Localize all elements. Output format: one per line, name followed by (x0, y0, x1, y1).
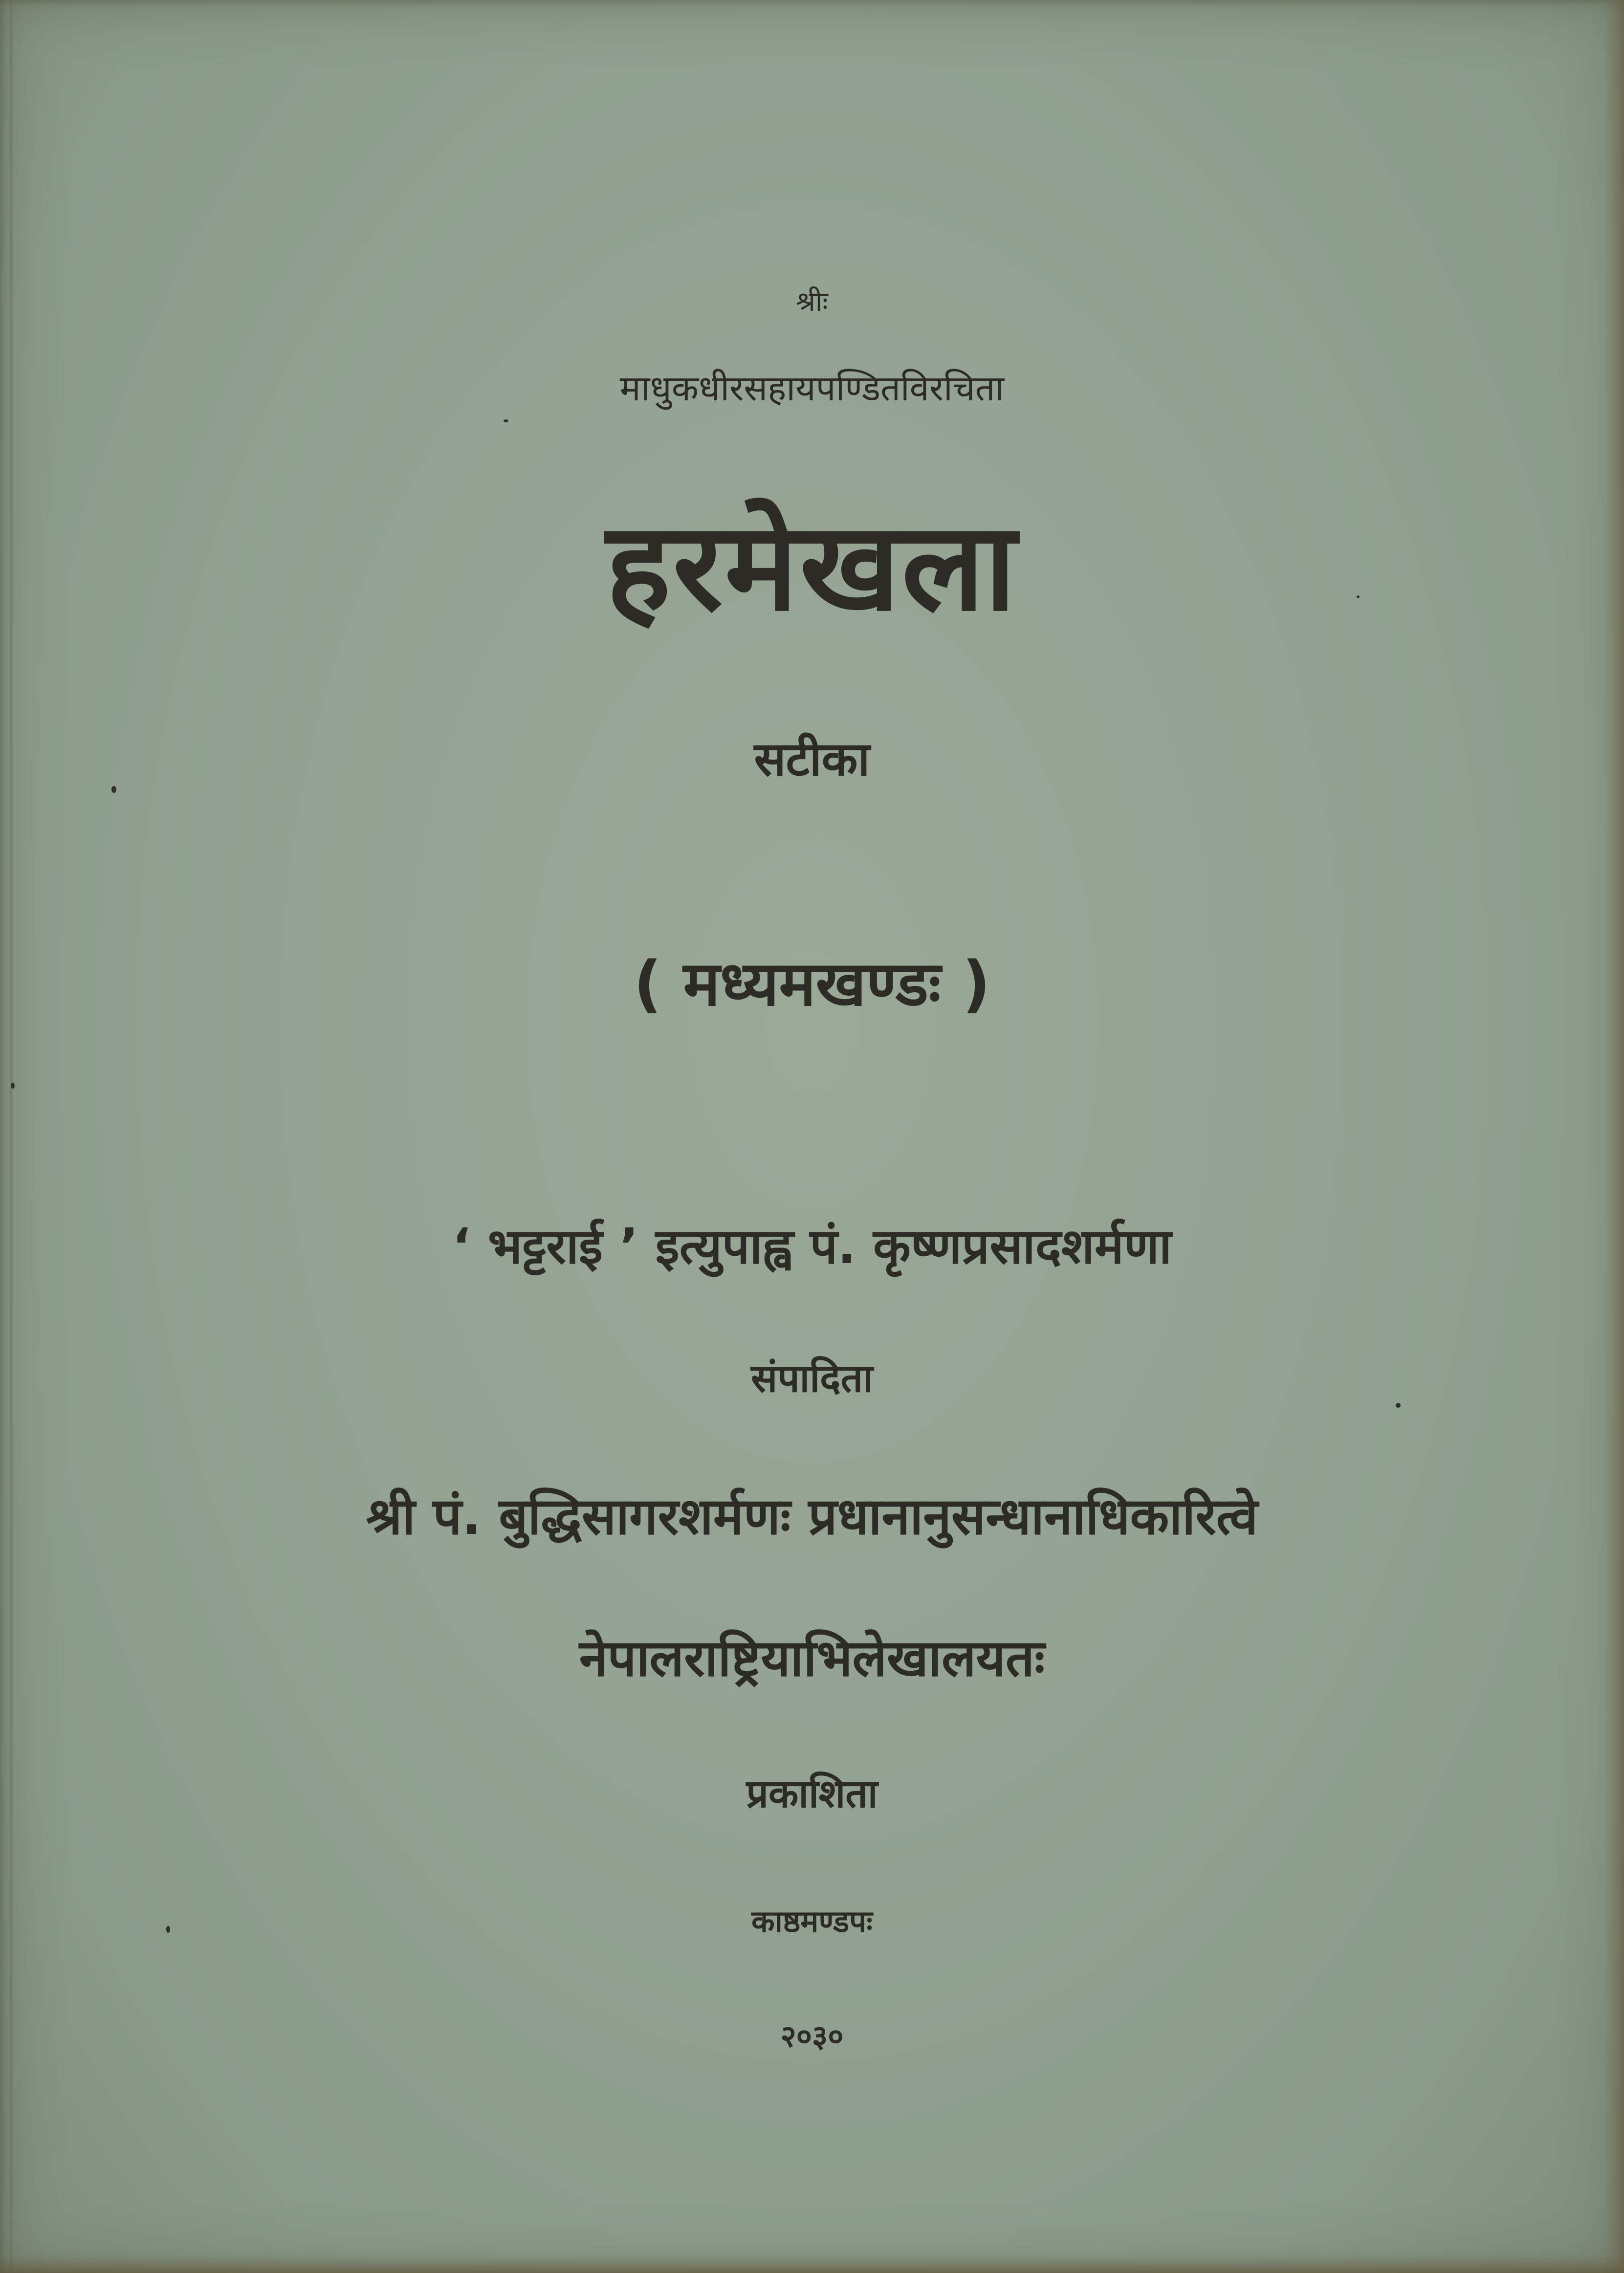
supervision-line: श्री पं. बुद्धिसागरशर्मणः प्रधानानुसन्धानाधिकारित्वे (366, 1486, 1258, 1546)
invocation: श्रीः (796, 286, 828, 318)
ink-speck (504, 419, 508, 422)
ink-speck (1396, 1403, 1401, 1408)
edited-label: संपादिता (751, 1355, 873, 1401)
archive-line: नेपालराष्ट्रियाभिलेखालयतः (579, 1628, 1045, 1688)
section-name: ( मध्यमखण्डः ) (634, 948, 990, 1020)
editor-line: ‘ भट्टराई ’ इत्युपाह्व पं. कृष्णप्रसादशर्मणा (452, 1218, 1172, 1275)
author-line: माधुकधीरसहायपण्डितविरचिता (619, 368, 1005, 409)
published-label: प्रकाशिता (746, 1771, 878, 1816)
book-title: हरमेखला (606, 496, 1018, 638)
publication-place: काष्ठमण्डपः (751, 1903, 873, 1939)
publication-year: २०३० (780, 2018, 844, 2054)
ink-speck (11, 1083, 15, 1089)
subtitle: सटीका (754, 732, 870, 787)
ink-speck (111, 786, 116, 793)
paper-edge-bottom (0, 2255, 1624, 2273)
